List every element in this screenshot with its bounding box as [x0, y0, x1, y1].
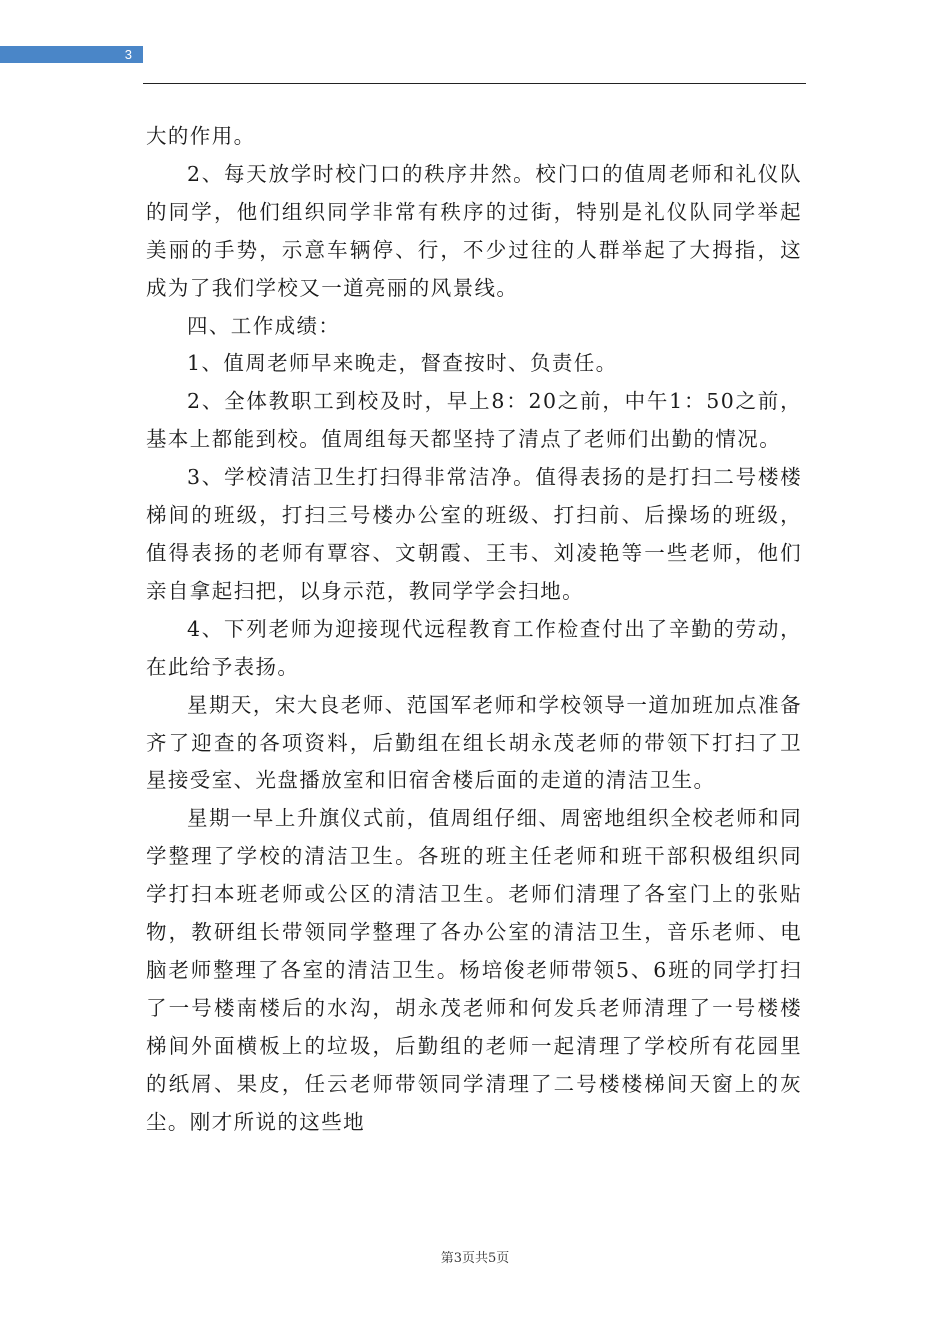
paragraph: 2、全体教职工到校及时，早上8：20之前，中午1：50之前，基本上都能到校。值周组每天都坚持了清点了老师们出勤的情况。 [146, 389, 802, 452]
page-number-tab [0, 46, 143, 63]
document-body [146, 118, 802, 1141]
paragraph: 2、每天放学时校门口的秩序井然。校门口的值周老师和礼仪队的同学，他们组织同学非常有秩序的过街，特别是礼仪队同学举起美丽的手势，示意车辆停、行，不少过往的人群举起了大拇指，这成为了我们学校又一道亮丽的风景线。 [146, 161, 802, 300]
paragraph: 星期天，宋大良老师、范国军老师和学校领导一道加班加点准备齐了迎查的各项资料，后勤组在组长胡永茂老师的带领下打扫了卫星接受室、光盘播放室和旧宿舍楼后面的走道的清洁卫生。 [146, 692, 802, 793]
paragraph: 4、下列老师为迎接现代远程教育工作检查付出了辛勤的劳动，在此给予表扬。 [146, 616, 802, 679]
page-number: 3 [124, 47, 132, 62]
paragraph: 1、值周老师早来晚走，督查按时、负责任。 [187, 351, 618, 376]
paragraph: 星期一早上升旗仪式前，值周组仔细、周密地组织全校老师和同学整理了学校的清洁卫生。各班的班主任老师和班干部积极组织同学打扫本班老师或公区的清洁卫生。老师们清理了各室门上的张贴物，教研组长带领同学整理了各办公室的清洁卫生，音乐老师、电脑老师整理了各室的清洁卫生。杨培俊老师带领5、6班的同学打扫了一号楼南楼后的水沟，胡永茂老师和何发兵老师清理了一号楼楼梯间外面横板上的垃圾，后勤组的老师一起清理了学校所有花园里的纸屑、果皮，任云老师带领同学清理了二号楼楼梯间天窗上的灰尘。刚才所说的这些地 [146, 806, 802, 1134]
section-heading: 四、工作成绩： [187, 313, 341, 338]
header-rule [143, 83, 806, 84]
paragraph: 3、学校清洁卫生打扫得非常洁净。值得表扬的是打扫二号楼楼梯间的班级，打扫三号楼办公室的班级、打扫前、后操场的班级，值得表扬的老师有覃容、文朝霞、王韦、刘凌艳等一些老师，他们亲自拿起扫把，以身示范，教同学学会扫地。 [146, 465, 802, 603]
page-footer: 第3页共5页 [440, 1251, 510, 1266]
paragraph: 大的作用。 [146, 124, 256, 148]
